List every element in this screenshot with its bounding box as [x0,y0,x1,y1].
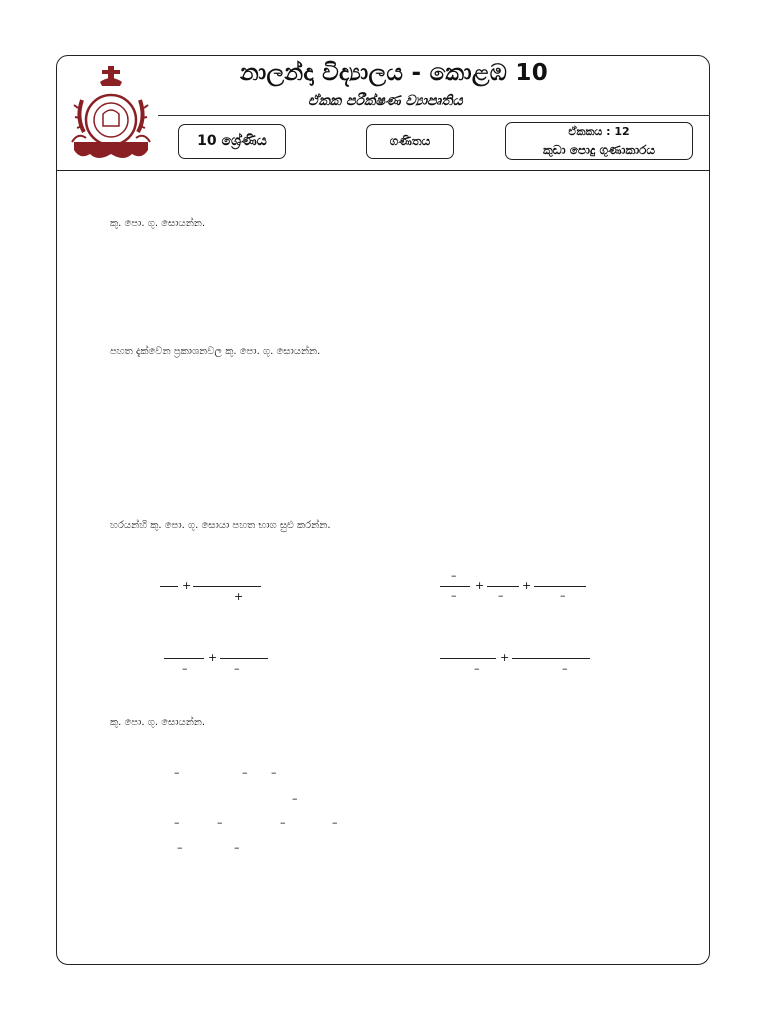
minus-sign: – [242,766,248,779]
fraction-bar [164,658,204,659]
minus-sign: – [498,589,504,602]
minus-sign: – [182,662,188,675]
minus-sign: – [292,792,298,805]
fraction-bar [440,658,496,659]
minus-sign: – [217,816,223,829]
question-2-text: පහත දැක්වෙන ප්‍රකාශනවල කු. පො. ගු. සොයන්න. [110,346,321,357]
plus-sign: + [500,651,510,664]
minus-sign: – [271,766,277,779]
question-4-text: කු. පො. ගු. සොයන්න. [110,717,206,728]
minus-sign: – [562,662,568,675]
minus-sign: – [234,662,240,675]
school-crest-logo [70,62,152,162]
minus-sign: – [451,589,457,602]
fraction-bar [440,586,470,587]
unit-number: ඒකකය : 12 [568,125,630,138]
header-divider [56,170,710,171]
minus-sign: – [474,662,480,675]
minus-sign: – [451,569,457,582]
question-3-text: හරයන්හි කු. පො. ගු. සොයා පහත භාග සුළු කරන්න. [110,520,331,531]
minus-sign: – [560,589,566,602]
plus-sign: + [522,579,532,592]
plus-sign: + [208,651,218,664]
unit-box [505,122,693,160]
subject-box [366,124,454,159]
school-title: නාලන්දා විද්‍යාලය - කොළඹ 10 [240,60,548,86]
minus-sign: – [174,766,180,779]
grade-box [178,124,286,159]
minus-sign: – [234,841,240,854]
plus-sign: + [234,590,244,603]
question-1-text: කු. පො. ගු. සොයන්න. [110,218,206,229]
minus-sign: – [332,816,338,829]
title-divider [158,115,710,116]
project-subtitle: ඒකක පරීක්ෂණ ව්‍යාපෘතිය [308,93,463,109]
fraction-bar [160,586,178,587]
subject-label: ගණිතය [389,134,431,148]
plus-sign: + [182,579,192,592]
fraction-bar [512,658,590,659]
fraction-bar [534,586,586,587]
minus-sign: – [280,816,286,829]
unit-name: කුඩා පොදු ගුණාකාරය [542,143,656,157]
fraction-bar [220,658,268,659]
fraction-bar [487,586,519,587]
minus-sign: – [174,816,180,829]
plus-sign: + [475,579,485,592]
minus-sign: – [177,841,183,854]
fraction-bar [193,586,261,587]
worksheet-border [56,55,710,965]
grade-label: 10 ශ්‍රේණිය [197,133,267,149]
